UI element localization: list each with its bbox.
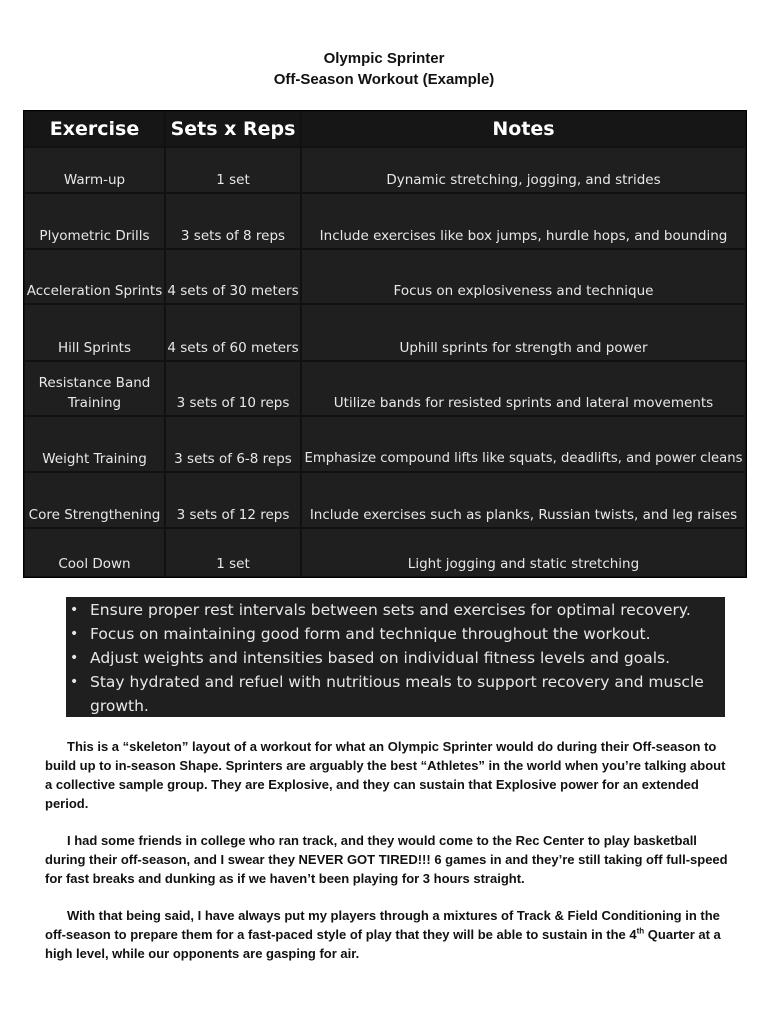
workout-table	[23, 110, 747, 578]
table-cell-sets: 1 set	[166, 529, 300, 576]
table-cell-notes: Light jogging and static stretching	[302, 529, 745, 576]
list-item: • Focus on maintaining good form and technique throughout the workout.	[70, 622, 719, 646]
list-item: • Adjust weights and intensities based on individual fitness levels and goals.	[70, 646, 719, 670]
table-cell-notes: Include exercises such as planks, Russian twists, and leg raises	[302, 473, 745, 527]
table-cell-exercise: Cool Down	[25, 529, 164, 576]
table-cell-exercise: Acceleration Sprints	[25, 250, 164, 303]
ordinal-suffix: th	[636, 926, 645, 936]
table-cell-notes: Utilize bands for resisted sprints and lateral movements	[302, 362, 745, 415]
document-subtitle: Off-Season Workout (Example)	[273, 71, 495, 88]
table-cell-notes: Emphasize compound lifts like squats, deadlifts, and power cleans	[302, 417, 745, 471]
table-cell-exercise: Plyometric Drills	[25, 194, 164, 248]
table-cell-exercise: Weight Training	[25, 417, 164, 471]
table-cell-sets: 3 sets of 10 reps	[166, 362, 300, 415]
header-sets-reps: Sets x Reps	[166, 112, 300, 146]
table-cell-notes: Dynamic stretching, jogging, and strides	[302, 148, 745, 192]
paragraph-text: This is a “skeleton” layout of a workout for what an Olympic Sprinter would do during their Off-season to build up to in-season Shape. Sprinters are arguably the best “Athletes” in the world when you’re talking about a collective sample group. They are Explosive, and they can sustain that Explosive power for an extended period.	[45, 739, 726, 811]
paragraph-conclusion	[45, 906, 735, 963]
list-item: • Ensure proper rest intervals between sets and exercises for optimal recovery.	[70, 598, 719, 622]
table-cell-notes: Focus on explosiveness and technique	[302, 250, 745, 303]
paragraph-intro	[45, 737, 735, 813]
table-cell-exercise: Core Strengthening	[25, 473, 164, 527]
table-cell-sets: 4 sets of 30 meters	[166, 250, 300, 303]
table-cell-sets: 3 sets of 6-8 reps	[166, 417, 300, 471]
header-exercise: Exercise	[25, 112, 164, 146]
paragraph-text: I had some friends in college who ran track, and they would come to the Rec Center to play basketball during their off-season, and I swear they NEVER GOT TIRED!!! 6 games in and they’re still taking off full-speed for fast breaks and dunking as if we haven’t been playing for 3 hours straight.	[45, 833, 728, 886]
table-cell-exercise: Resistance Band Training	[25, 362, 164, 415]
table-cell-notes: Include exercises like box jumps, hurdle hops, and bounding	[302, 194, 745, 248]
table-cell-exercise: Hill Sprints	[25, 305, 164, 360]
tips-box	[66, 597, 725, 717]
paragraph-text: Quarter at a high level, while our opponents are gasping for air.	[45, 927, 721, 961]
table-cell-sets: 1 set	[166, 148, 300, 192]
paragraph-text: With that being said, I have always put my players through a mixtures of Track & Field Conditioning in the off-season to prepare them for a fast-paced style of play that they will be able to sustain in the 4	[45, 908, 720, 942]
table-cell-exercise: Warm-up	[25, 148, 164, 192]
table-cell-sets: 3 sets of 8 reps	[166, 194, 300, 248]
table-cell-sets: 3 sets of 12 reps	[166, 473, 300, 527]
header-notes: Notes	[302, 112, 745, 146]
list-item: • Stay hydrated and refuel with nutritious meals to support recovery and muscle growth.	[70, 670, 719, 718]
table-cell-sets: 4 sets of 60 meters	[166, 305, 300, 360]
tips-list	[70, 598, 719, 718]
paragraph-college-story	[45, 831, 735, 888]
table-cell-notes: Uphill sprints for strength and power	[302, 305, 745, 360]
document-title: Olympic Sprinter	[323, 50, 445, 67]
